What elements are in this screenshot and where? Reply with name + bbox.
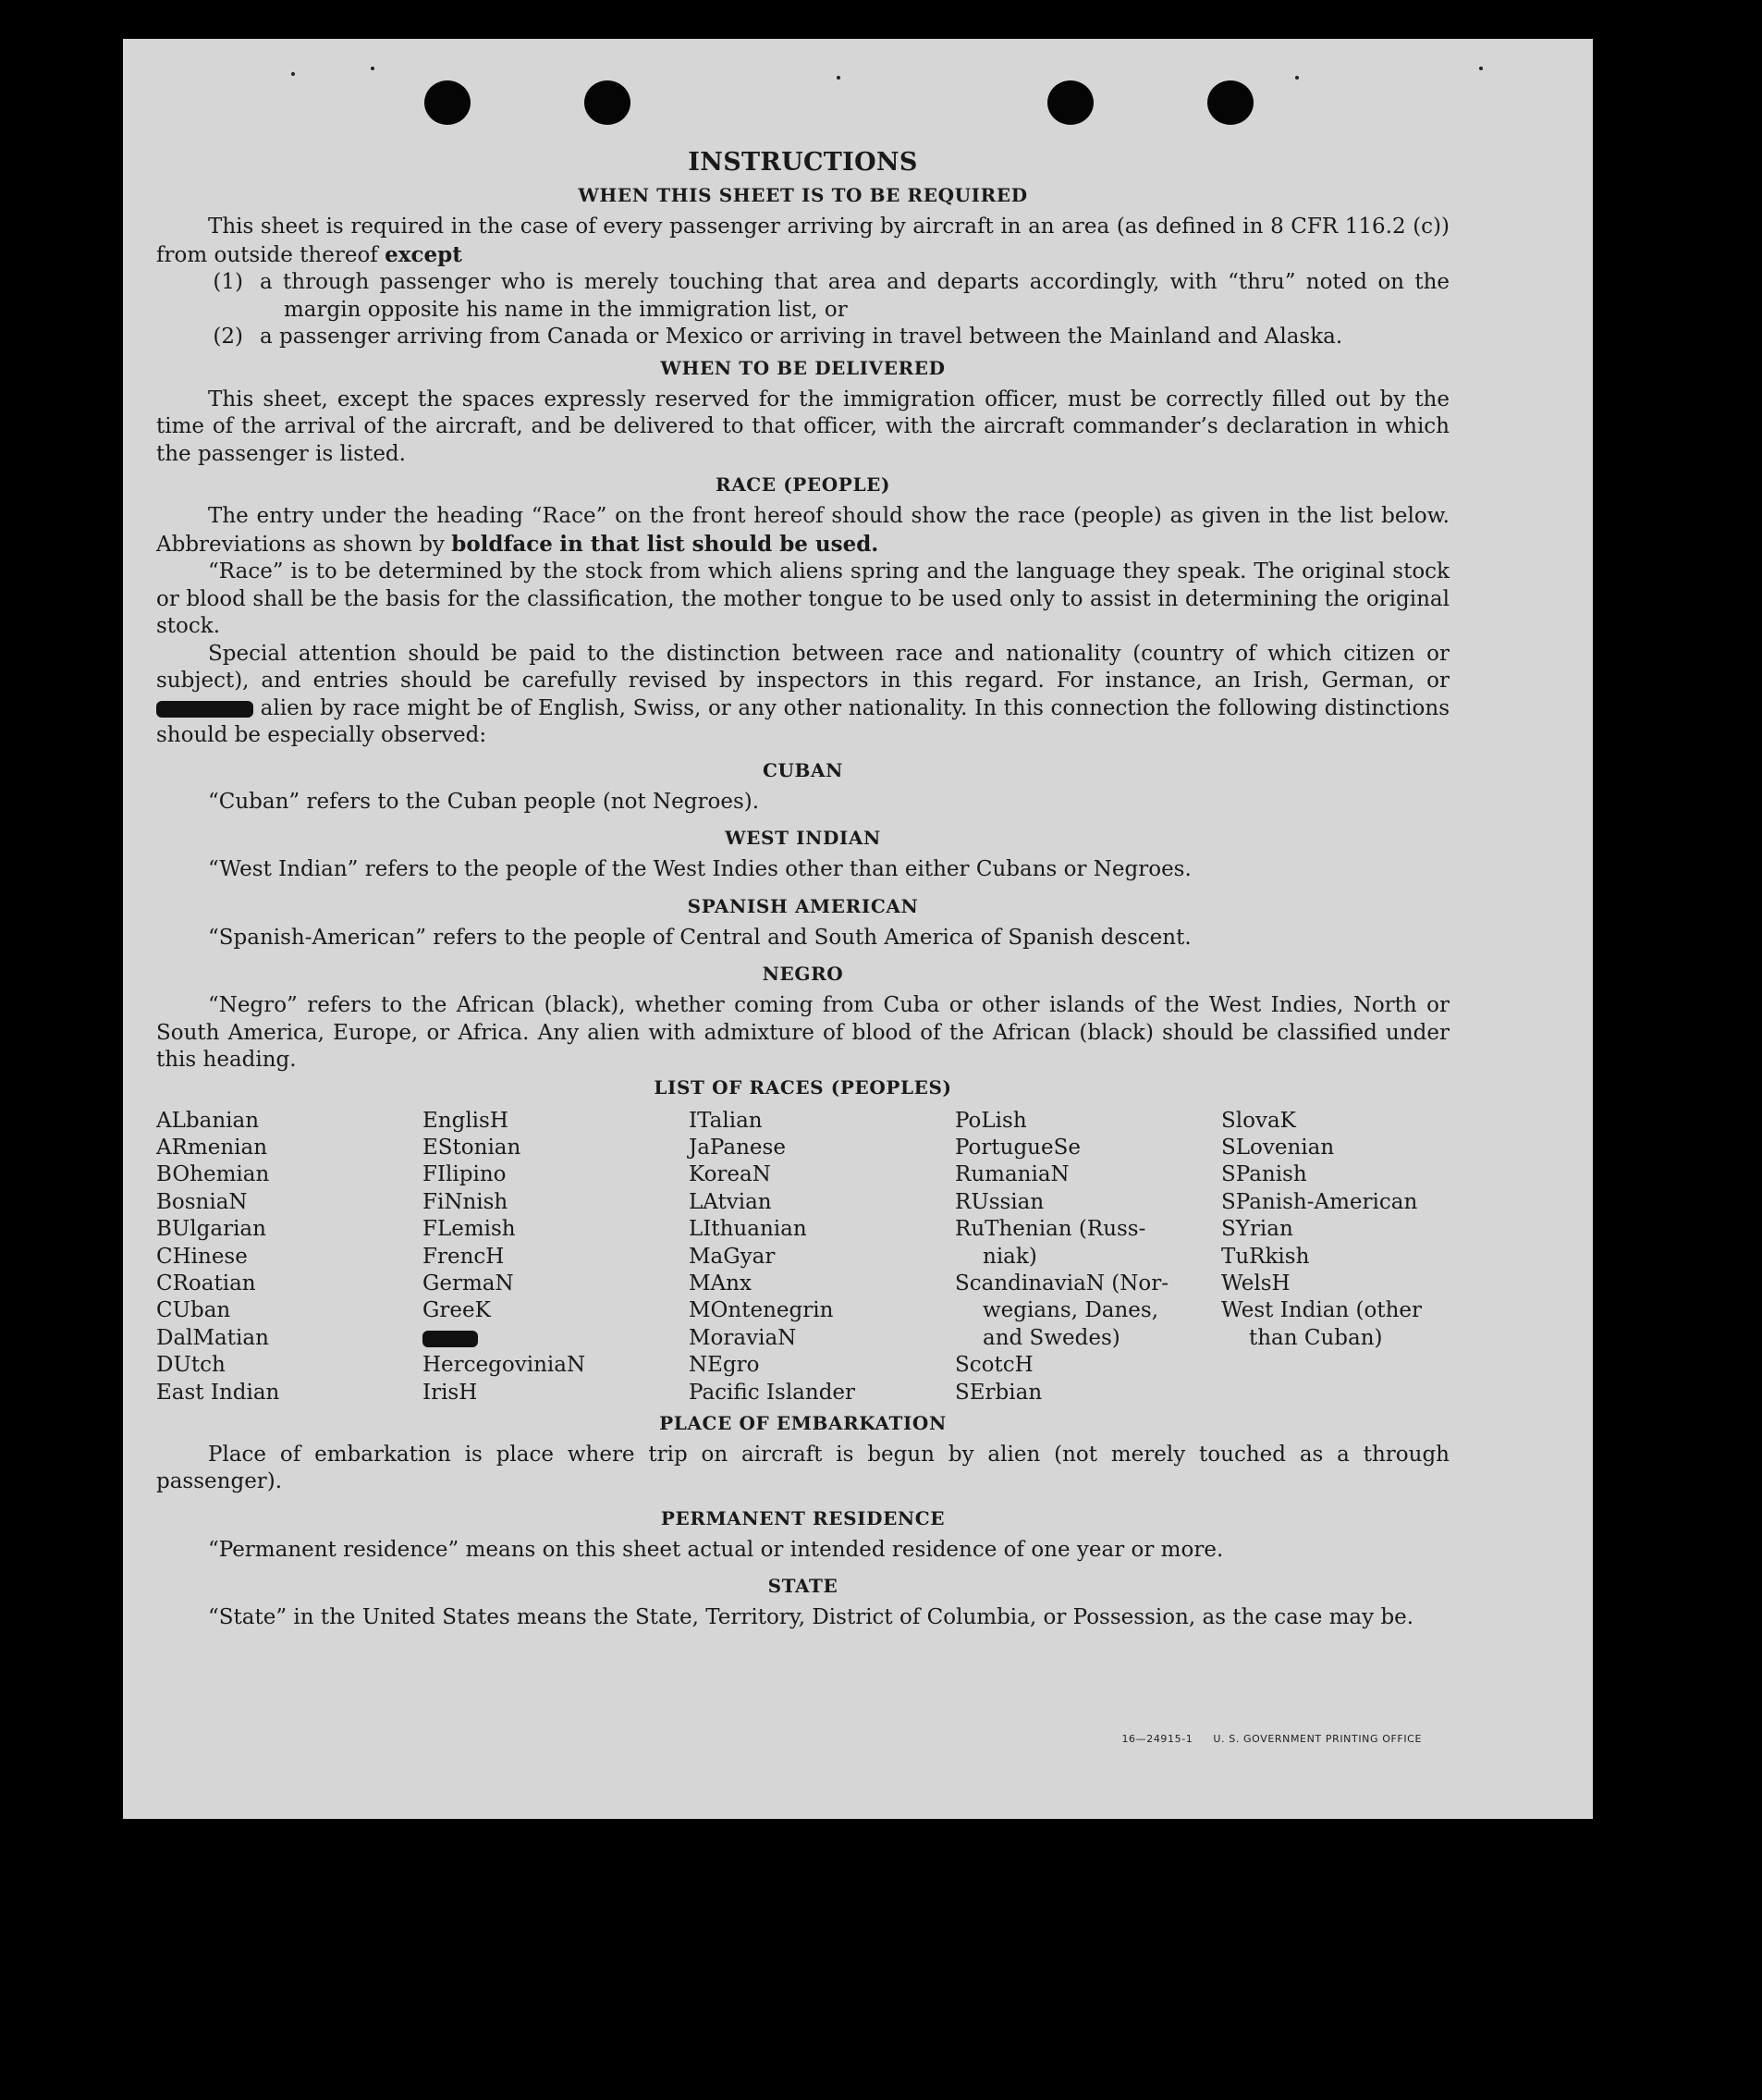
heading-state: STATE xyxy=(767,1575,838,1598)
race-list-item: SLovenian xyxy=(1221,1135,1335,1160)
race-list-item: RuThenian (Russ- xyxy=(955,1217,1146,1242)
race-list-item: CHinese xyxy=(156,1244,248,1269)
negro-text: “Negro” refers to the African (black), whether coming from Cuba or other islands of the West Indies, North or South America, Europe, or Africa. Any alien with admixture of blood of the African (black) should be classified under this heading. xyxy=(156,993,1450,1072)
race-list-item: MaGyar xyxy=(689,1244,776,1269)
paper-speck xyxy=(1479,67,1483,70)
redaction-mark xyxy=(156,701,253,718)
item-text: a through passenger who is merely touching that area and departs accordingly, with “thru” noted on the margin opposite his name in the immigration list, or xyxy=(260,270,1450,322)
printer-footer xyxy=(1101,1733,1422,1745)
heading-race: RACE (PEOPLE) xyxy=(715,473,891,496)
race-list-item-continuation: and Swedes) xyxy=(983,1325,1120,1350)
race-list-item: SYrian xyxy=(1221,1217,1293,1242)
race-list-item: GreeK xyxy=(422,1298,491,1323)
race-list-item: MoraviaN xyxy=(689,1325,797,1350)
race-list-item: FrencH xyxy=(422,1244,505,1269)
race-list-item: WelsH xyxy=(1221,1271,1291,1296)
race-list-item: SPanish xyxy=(1221,1162,1307,1187)
race-list-column-2 xyxy=(422,1108,689,1406)
race-list-item: FLemish xyxy=(422,1217,516,1242)
race-list xyxy=(156,1108,1450,1406)
printer-name: U. S. GOVERNMENT PRINTING OFFICE xyxy=(1213,1733,1422,1745)
punch-hole xyxy=(584,80,630,125)
race-list-item: SPanish-American xyxy=(1221,1189,1418,1214)
embarkation-text: Place of embarkation is place where trip on aircraft is begun by alien (not merely touched as a through passenger). xyxy=(156,1442,1450,1494)
heading-when-required: WHEN THIS SHEET IS TO BE REQUIRED xyxy=(578,184,1028,206)
state-text: “State” in the United States means the State, Territory, District of Columbia, or Possession, as the case may be. xyxy=(208,1605,1414,1630)
race-list-column-4 xyxy=(955,1108,1221,1406)
race-list-item: DUtch xyxy=(156,1353,226,1378)
race-list-item: SlovaK xyxy=(1221,1108,1296,1133)
race-paragraph-3: Special attention should be paid to the distinction between race and nationality (country of which citizen or subject), and entries should be carefully revised by inspectors in this regard. For instance, an Irish, German, or alien by race might be of English, Swiss, or any other nationality. In this connection the following distinctions should be especially observed: xyxy=(156,641,1450,747)
redaction-mark xyxy=(422,1331,478,1347)
race-list-item: DalMatian xyxy=(156,1325,269,1350)
race-list-item: LIthuanian xyxy=(689,1217,807,1242)
race-list-item: GermaN xyxy=(422,1271,514,1296)
paper-speck xyxy=(837,76,840,80)
race-list-item-redacted xyxy=(422,1325,689,1352)
heading-cuban: CUBAN xyxy=(762,758,844,781)
race-list-item: SErbian xyxy=(955,1380,1043,1405)
race-paragraph-2: “Race” is to be determined by the stock from which aliens spring and the language they speak. The original stock or blood shall be the basis for the classification, the mother tongue to be used only to assist in determining the original stock. xyxy=(156,559,1450,638)
race-list-item: ScandinaviaN (Nor- xyxy=(955,1271,1169,1296)
heading-spanish-american: SPANISH AMERICAN xyxy=(687,894,919,917)
heading-negro: NEGRO xyxy=(762,963,844,985)
race-list-item: TuRkish xyxy=(1221,1244,1310,1269)
punch-hole xyxy=(1207,80,1254,125)
race-list-item: NEgro xyxy=(689,1353,760,1378)
race-list-item: West Indian (other xyxy=(1221,1298,1423,1323)
race-list-item: FiNnish xyxy=(422,1189,508,1214)
race-list-item: PoLish xyxy=(955,1108,1027,1133)
paper-speck xyxy=(291,72,295,76)
heading-embarkation: PLACE OF EMBARKATION xyxy=(659,1411,947,1434)
race-list-item: BUlgarian xyxy=(156,1217,266,1242)
race-list-item-continuation: niak) xyxy=(983,1244,1037,1269)
race-list-item: EStonian xyxy=(422,1135,521,1160)
when-delivered-text: This sheet, except the spaces expressly reserved for the immigration officer, must be correctly filled out by the time of the arrival of the aircraft, and be delivered to that officer, with the aircraft commander’s declaration in which the passenger is listed. xyxy=(156,387,1450,466)
punch-hole xyxy=(1047,80,1094,125)
exception-item xyxy=(156,324,1450,351)
when-required-intro: This sheet is required in the case of every passenger arriving by aircraft in an area (as defined in 8 CFR 116.2 (c)) from outside thereof except xyxy=(156,215,1450,267)
race-list-column-1 xyxy=(156,1108,422,1406)
race-list-item: EnglisH xyxy=(422,1108,508,1133)
race-list-item: KoreaN xyxy=(689,1162,771,1187)
race-list-item: MOntenegrin xyxy=(689,1298,834,1323)
race-list-item: Pacific Islander xyxy=(689,1380,856,1405)
document-page xyxy=(123,39,1593,1819)
form-number: 16—24915-1 xyxy=(1121,1733,1193,1745)
race-list-column-3 xyxy=(689,1108,955,1406)
race-list-item: MAnx xyxy=(689,1271,752,1296)
race-list-item: ARmenian xyxy=(156,1135,268,1160)
race-list-item: JaPanese xyxy=(689,1135,786,1160)
race-list-item: RumaniaN xyxy=(955,1162,1070,1187)
cuban-text: “Cuban” refers to the Cuban people (not Negroes). xyxy=(208,789,760,814)
race-list-item: ITalian xyxy=(689,1108,763,1133)
race-paragraph-1: The entry under the heading “Race” on the front hereof should show the race (people) as given in the list below. Abbreviations as shown by boldface in that list should be used. xyxy=(156,504,1450,557)
race-list-item: CUban xyxy=(156,1298,231,1323)
except-word: except xyxy=(385,241,462,267)
paper-speck xyxy=(1295,76,1299,80)
race-list-item: HercegoviniaN xyxy=(422,1353,586,1378)
heading-list-of-races: LIST OF RACES (PEOPLES) xyxy=(654,1075,952,1099)
residence-text: “Permanent residence” means on this sheet actual or intended residence of one year or more. xyxy=(208,1537,1224,1562)
heading-when-delivered: WHEN TO BE DELIVERED xyxy=(660,356,946,379)
race-list-item-continuation: wegians, Danes, xyxy=(983,1298,1159,1323)
punch-hole xyxy=(424,80,471,125)
race-list-item: CRoatian xyxy=(156,1271,256,1296)
race-list-item: BOhemian xyxy=(156,1162,270,1187)
race-list-item: FIlipino xyxy=(422,1162,507,1187)
paper-speck xyxy=(371,67,374,70)
race-list-item: ALbanian xyxy=(156,1108,260,1133)
race-list-item: LAtvian xyxy=(689,1189,772,1214)
item-text: a passenger arriving from Canada or Mexico or arriving in travel between the Mainland and Alaska. xyxy=(260,325,1343,349)
race-list-item: RUssian xyxy=(955,1189,1045,1214)
exception-item xyxy=(156,269,1450,324)
race-list-item: BosniaN xyxy=(156,1189,248,1214)
item-number: (1) xyxy=(213,270,243,294)
spanish-american-text: “Spanish-American” refers to the people of Central and South America of Spanish descent. xyxy=(208,925,1192,950)
race-list-item: ScotcH xyxy=(955,1353,1034,1378)
heading-permanent-residence: PERMANENT RESIDENCE xyxy=(660,1506,946,1529)
race-list-item: East Indian xyxy=(156,1380,280,1405)
race-list-item: IrisH xyxy=(422,1380,478,1405)
race-list-column-5 xyxy=(1221,1108,1487,1406)
page-title: INSTRUCTIONS xyxy=(688,148,918,177)
race-list-item: PortugueSe xyxy=(955,1135,1081,1160)
heading-west-indian: WEST INDIAN xyxy=(725,827,881,849)
race-list-item-continuation: than Cuban) xyxy=(1249,1325,1383,1350)
west-indian-text: “West Indian” refers to the people of the West Indies other than either Cubans or Negroes. xyxy=(208,857,1192,881)
item-number: (2) xyxy=(213,325,243,349)
